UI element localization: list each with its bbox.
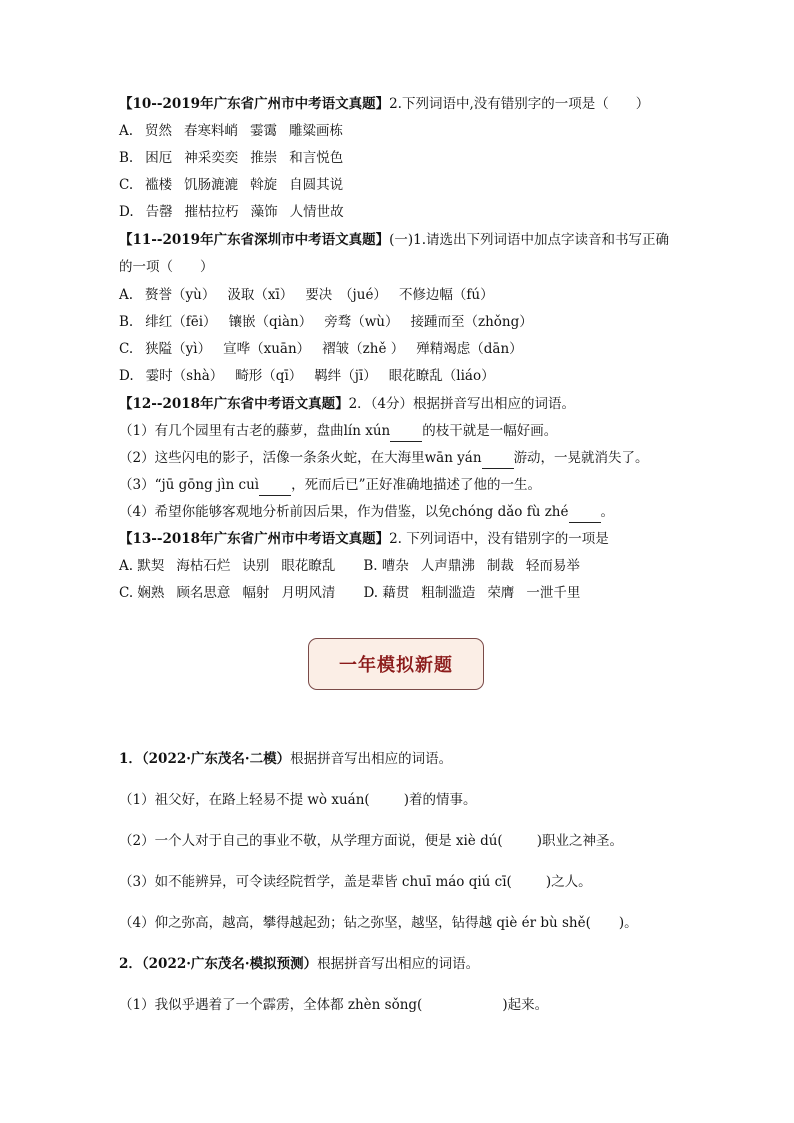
m2-item-1: （1）我似乎遇着了一个霹雳，全体都 zhèn sǒng( )起来。 [119,997,549,1013]
q11-option-c: C. 狭隘（yì） 宣哗（xuān） 褶皱（zhě ） 殚精竭虑（dān） [119,341,523,357]
q12-source: 【12--2018年广东省中考语文真题】 [119,396,349,412]
q11-stem-1: (一)1.请选出下列词语中加点字读音和书写正确 [389,232,669,248]
m2-heading: 2．（2022·广东茂名·模拟预测）根据拼音写出相应的词语。 [119,956,480,972]
section-banner-title: 一年模拟新题 [339,655,453,676]
q11-option-d: D. 霎时（shà） 畸形（qī） 羁绊（jī） 眼花瞭乱（liáo） [119,368,495,384]
m1-source: （2022·广东茂名·二模） [141,751,291,767]
m1-heading: 1．（2022·广东茂名·二模）根据拼音写出相应的词语。 [119,751,453,767]
q12-item-3: （3）“jū gōng jìn cuì ，死而后已”正好准确地描述了他的一生。 [119,475,541,496]
m2-source: （2022·广东茂名·模拟预测） [141,956,318,972]
q10-option-b: B. 困厄 神采奕奕 推崇 和言悦色 [119,150,344,166]
answer-blank[interactable] [259,475,291,496]
q10-option-d: D. 告罄 摧枯拉朽 藻饰 人情世故 [119,204,344,220]
q13-stem: 2. 下列词语中，没有错别字的一项是 [389,531,609,547]
q10-stem: 2.下列词语中,没有错别字的一项是（ ） [389,96,650,112]
m1-item-4: （4）仰之弥高，越高，攀得越起劲；钻之弥坚，越坚，钻得越 qiè ér bù shě( )。 [119,915,638,931]
answer-blank[interactable] [390,421,422,442]
q13-heading [119,529,609,549]
q11-stem-2: 的一项（ ） [119,259,214,275]
m1-item-3: （3）如不能辨异，可令读经院哲学，盖是辈皆 chuī máo qiú cī( )之人。 [119,874,592,890]
q10-source: 【10--2019年广东省广州市中考语文真题】 [119,96,390,112]
q12-item-2: （2）这些闪电的影子，活像一条条火蛇，在大海里wān yán 游动，一晃就消失了。 [119,448,649,469]
answer-blank[interactable] [569,502,601,523]
m1-item-2: （2）一个人对于自己的事业不敬，从学理方面说，便是 xiè dú( )职业之神圣。 [119,833,623,849]
m1-item-1: （1）祖父好，在路上轻易不提 wò xuán( )着的情事。 [119,792,477,808]
q12-item-1: （1）有几个园里有古老的藤萝，盘曲lín xún 的枝干就是一幅好画。 [119,421,557,442]
q11-option-b: B. 绯红（fēi） 镶嵌（qiàn） 旁骛（wù） 接踵而至（zhǒng） [119,314,533,330]
q11-heading [119,230,669,250]
answer-blank[interactable] [482,448,514,469]
q10-heading [119,94,649,114]
section-banner [308,638,484,690]
q13-source: 【13--2018年广东省广州市中考语文真题】 [119,531,390,547]
q10-option-a: A. 贸然 春寒料峭 霎霭 雕粱画栋 [119,123,344,139]
q10-option-c: C. 褴楼 饥肠漉漉 斡旋 自圆其说 [119,177,344,193]
q12-item-4: （4）希望你能够客观地分析前因后果，作为借鉴，以免chóng dǎo fù zhé 。 [119,502,614,523]
q13-options-cd: C. 娴熟 顾名思意 幅射 月明风清 D. 藉贯 粗制滥造 荣膺 一泄千里 [119,585,581,601]
q11-option-a: A. 赘誉（yù） 汲取（xī） 要决 （jué） 不修边幅（fú） [119,287,494,303]
q12-heading [119,394,575,414]
q11-source: 【11--2019年广东省深圳市中考语文真题】 [119,232,390,248]
q13-options-ab: A. 默契 海枯石烂 诀别 眼花瞭乱 B. 嘈杂 人声鼎沸 制裁 轻而易举 [119,558,580,574]
q12-stem: 2．（4分）根据拼音写出相应的词语。 [348,396,576,412]
